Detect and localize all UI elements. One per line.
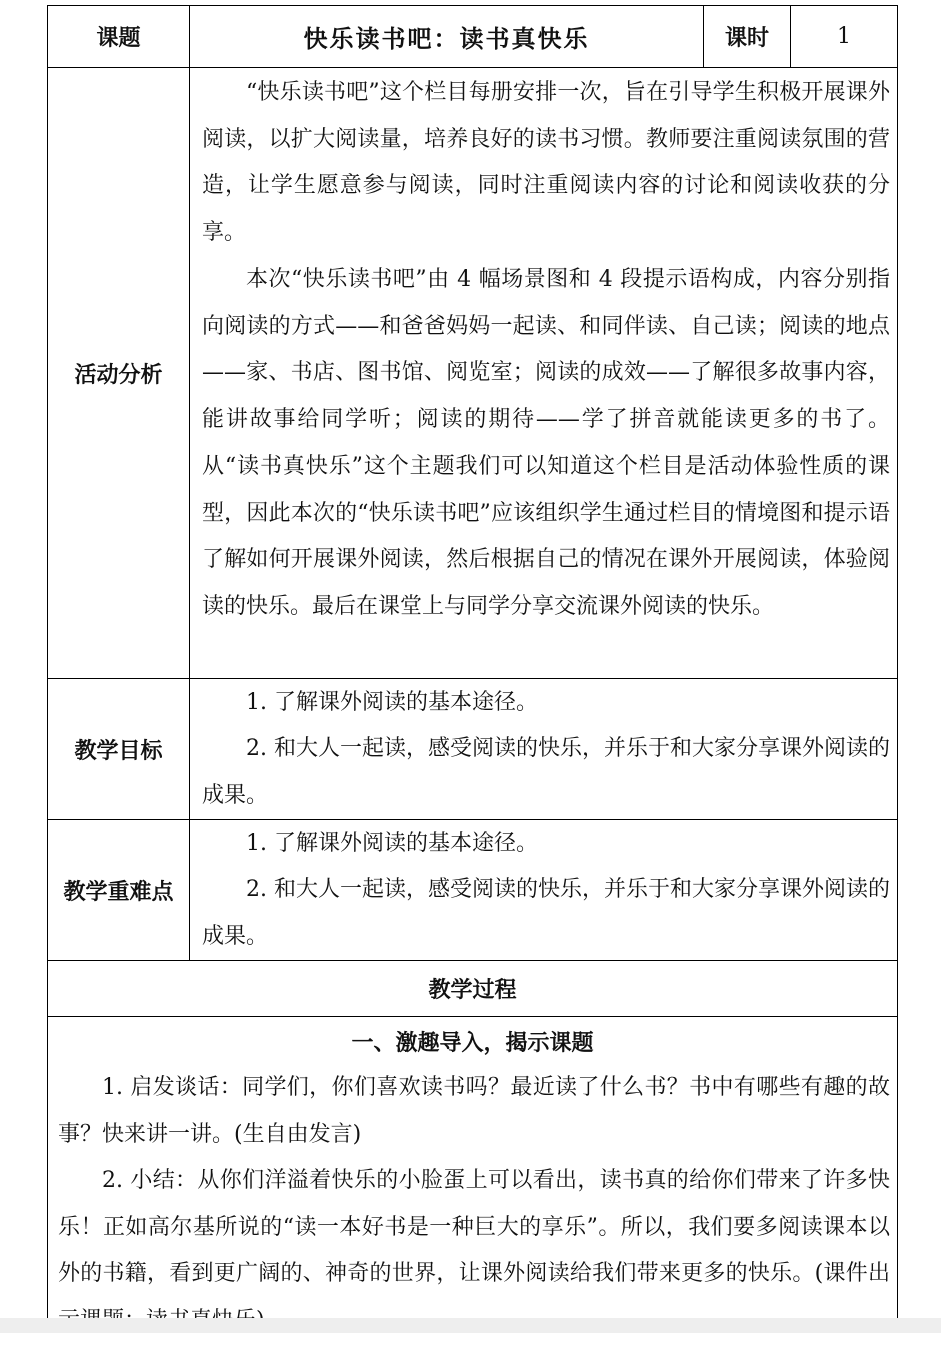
teaching-goals-label: 教学目标 bbox=[74, 737, 163, 764]
activity-analysis-label: 活动分析 bbox=[74, 361, 163, 388]
teaching-goal-1: 1. 了解课外阅读的基本途径。 bbox=[246, 690, 538, 715]
teaching-process-heading: 教学过程 bbox=[428, 977, 517, 1003]
page-title: 快乐读书吧：读书真快乐 bbox=[303, 24, 590, 53]
topic-label: 课题 bbox=[96, 25, 141, 51]
period-label: 课时 bbox=[724, 25, 769, 51]
key-point-2: 2. 和大人一起读，感受阅读的快乐，并乐于和大家分享课外阅读的成果。 bbox=[202, 877, 890, 949]
process-step-2: 2. 小结：从你们洋溢着快乐的小脸蛋上可以看出，读书真的给你们带来了许多快乐！正如高尔基所说的“读一本好书是一种巨大的享乐”。所以，我们要多阅读课本以外的书籍，看到更广阔的、神奇的世界，让课外阅读给我们带来更多的快乐。(课件出 bbox=[58, 1168, 890, 1287]
activity-analysis-para-2: 本次“快乐读书吧”由 4 幅场景图和 4 段提示语构成，内容分别指向阅读的方式——和爸爸妈妈一起读、和同伴读、自己读；阅读的地点——家、书店、图书馆、阅览室；阅读的成效——了解很多故事内容，能讲故事给同学听；阅读的期待——学了拼音就能读更多的书了。从“读书真快乐”这个主题我们可以知道这个栏目是活动体验性质的课型，因此本次的“快乐读书吧”应该组织学生通过栏目的情境图和提示语了解如何开展课外阅读，然后根据自己的情况在课外开展阅读，体验阅读的快乐。最后在课堂上与同学分享交流课外阅读的快乐。 bbox=[202, 267, 890, 619]
section-1-title: 一、激趣导入，揭示课题 bbox=[351, 1030, 594, 1056]
page-bottom-edge bbox=[0, 1318, 941, 1333]
process-step-1: 1. 启发谈话：同学们，你们喜欢读书吗？最近读了什么书？书中有哪些有趣的故事？快来讲一讲。(生自由发言) bbox=[58, 1075, 890, 1147]
teaching-goal-2: 2. 和大人一起读，感受阅读的快乐，并乐于和大家分享课外阅读的成果。 bbox=[202, 736, 890, 808]
row-divider-process bbox=[47, 1016, 898, 1017]
key-point-1: 1. 了解课外阅读的基本途径。 bbox=[246, 831, 538, 856]
period-value: 1 bbox=[837, 24, 851, 49]
table-right-border bbox=[897, 5, 898, 1318]
label-column-divider bbox=[189, 5, 190, 960]
activity-analysis-para-1: “快乐读书吧”这个栏目每册安排一次，旨在引导学生积极开展课外阅读，以扩大阅读量，培养良好的读书习惯。教师要注重阅读氛围的营造，让学生愿意参与阅读，同时注重阅读内容的讨论和阅读收获的分享。 bbox=[202, 80, 890, 246]
key-points-label: 教学重难点 bbox=[63, 878, 174, 905]
